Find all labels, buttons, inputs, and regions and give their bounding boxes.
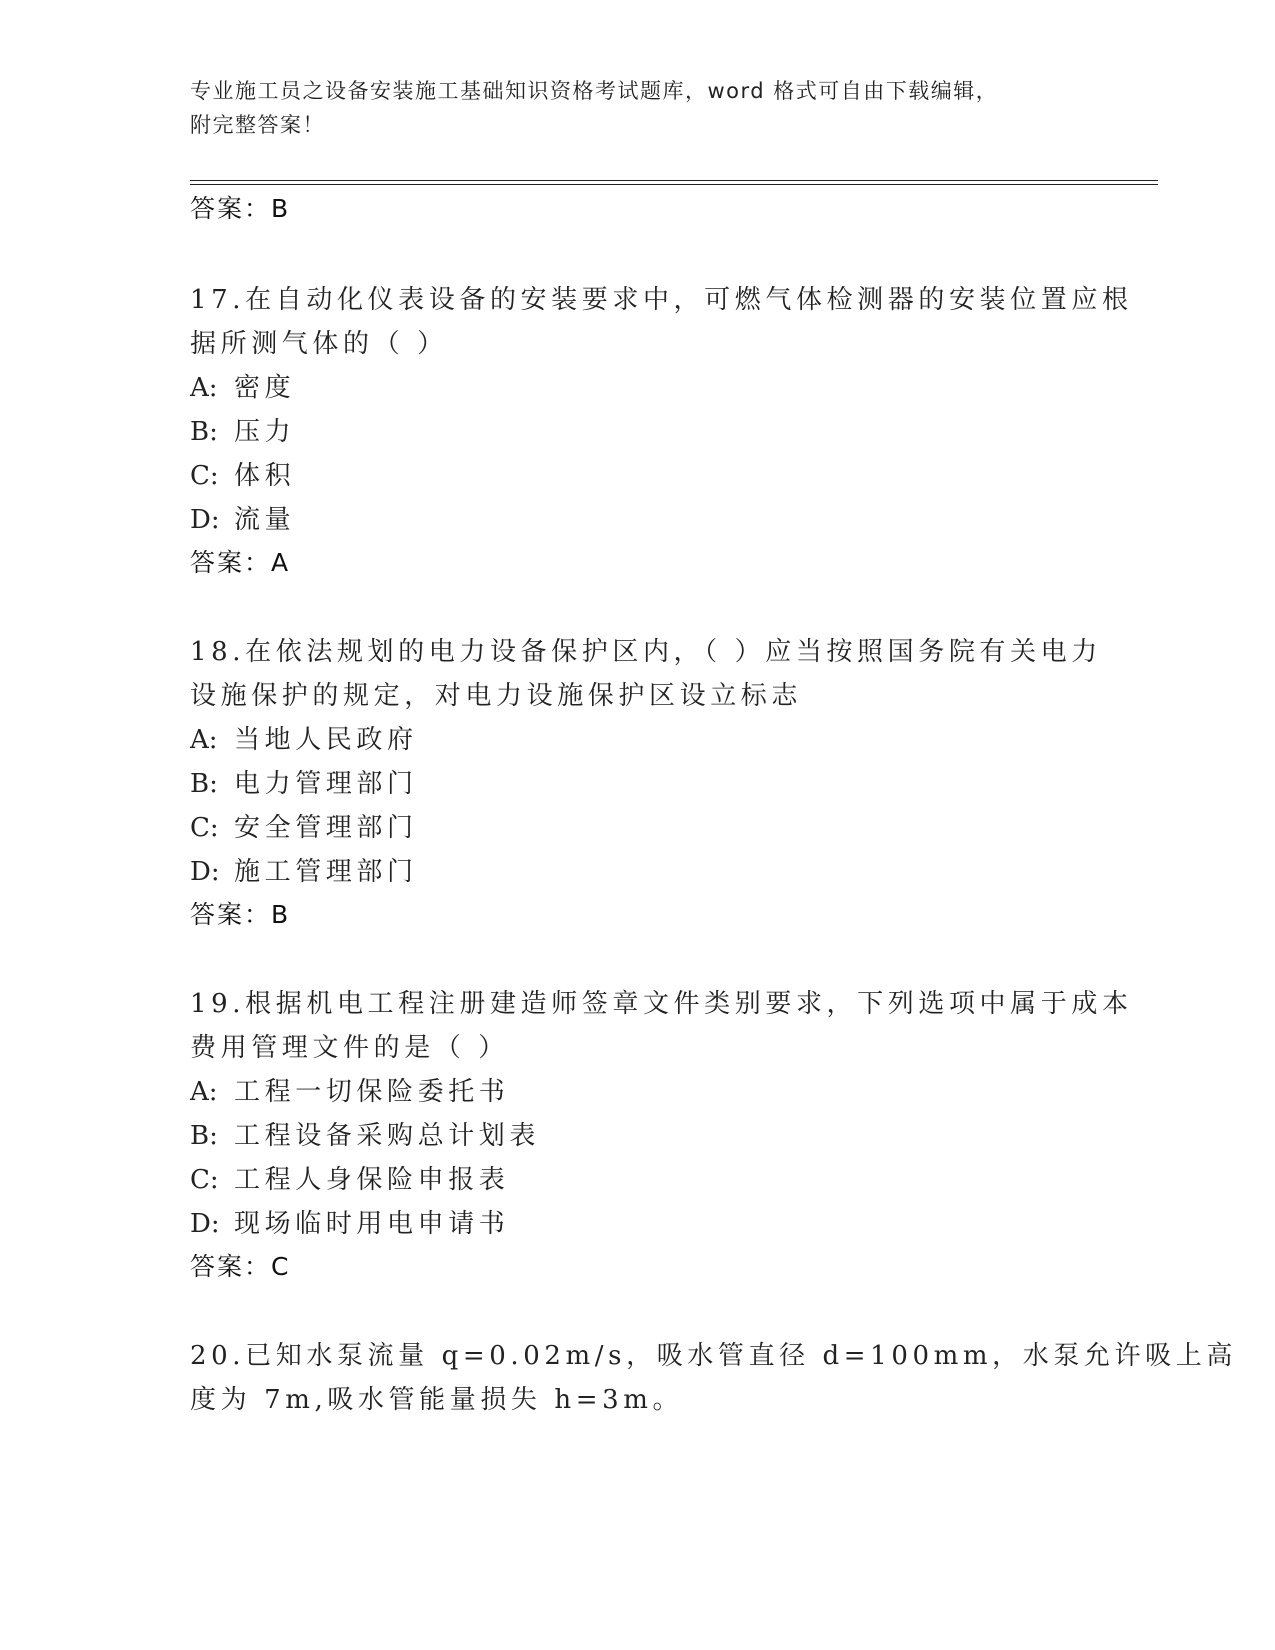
q17-line-1: 17.在自动化仪表设备的安装要求中，可燃气体检测器的安装位置应根 [190,285,1133,315]
q19-line-1: 19.根据机电工程注册建造师签章文件类别要求，下列选项中属于成本 [190,989,1133,1019]
option-text: 压力 [234,417,296,447]
option-key: A: [190,373,218,403]
q19-option-a [190,1072,509,1112]
option-key: D: [190,505,220,535]
q19-option-c [190,1160,509,1200]
option-text: 体积 [234,461,296,491]
option-text: 电力管理部门 [234,769,418,799]
answer-q16: 答案：B [190,194,291,223]
option-key: B: [190,417,218,447]
answer-q19: 答案：C [190,1252,291,1281]
header-line-1: 专业施工员之设备安装施工基础知识资格考试题库，word 格式可自由下载编辑， [190,79,999,103]
q17-line-2: 据所测气体的（ ） [190,329,448,359]
q20-line-2: 度为 7m,吸水管能量损失 h=3m。 [190,1385,684,1415]
option-key: D: [190,857,220,887]
option-text: 流量 [234,505,296,535]
option-key: D: [190,1209,220,1239]
q17-option-d [190,500,295,540]
option-key: B: [190,1121,218,1151]
option-key: C: [190,813,219,843]
header-line-2: 附完整答案！ [190,113,325,137]
option-text: 现场临时用电申请书 [234,1209,510,1239]
q17-option-b [190,412,295,452]
q18-line-2: 设施保护的规定，对电力设施保护区设立标志 [190,681,803,711]
option-text: 安全管理部门 [234,813,418,843]
header-rule-top [190,180,1158,181]
answer-q18: 答案：B [190,900,291,929]
header-rule-bottom [190,184,1158,185]
option-text: 工程设备采购总计划表 [234,1121,541,1151]
option-text: 工程一切保险委托书 [234,1077,510,1107]
option-text: 当地人民政府 [234,725,418,755]
option-key: A: [190,725,218,755]
q18-option-a [190,720,418,760]
document-header [190,74,1090,142]
option-key: A: [190,1077,218,1107]
q17-option-a [190,368,295,408]
q18-option-c [190,808,418,848]
option-key: C: [190,1165,219,1195]
answer-q17: 答案：A [190,548,291,577]
option-key: B: [190,769,218,799]
q20-line-1: 20.已知水泵流量 q=0.02m/s，吸水管直径 d=100mm，水泵允许吸上高 [190,1341,1237,1371]
q19-line-2: 费用管理文件的是（ ） [190,1033,509,1063]
q18-option-b [190,764,418,804]
q18-line-1: 18.在依法规划的电力设备保护区内，（ ）应当按照国务院有关电力 [190,637,1102,667]
option-text: 施工管理部门 [234,857,418,887]
option-text: 密度 [234,373,296,403]
q18-option-d [190,852,418,892]
q17-option-c [190,456,295,496]
option-text: 工程人身保险申报表 [234,1165,510,1195]
option-key: C: [190,461,219,491]
q19-option-d [190,1204,509,1244]
q19-option-b [190,1116,540,1156]
